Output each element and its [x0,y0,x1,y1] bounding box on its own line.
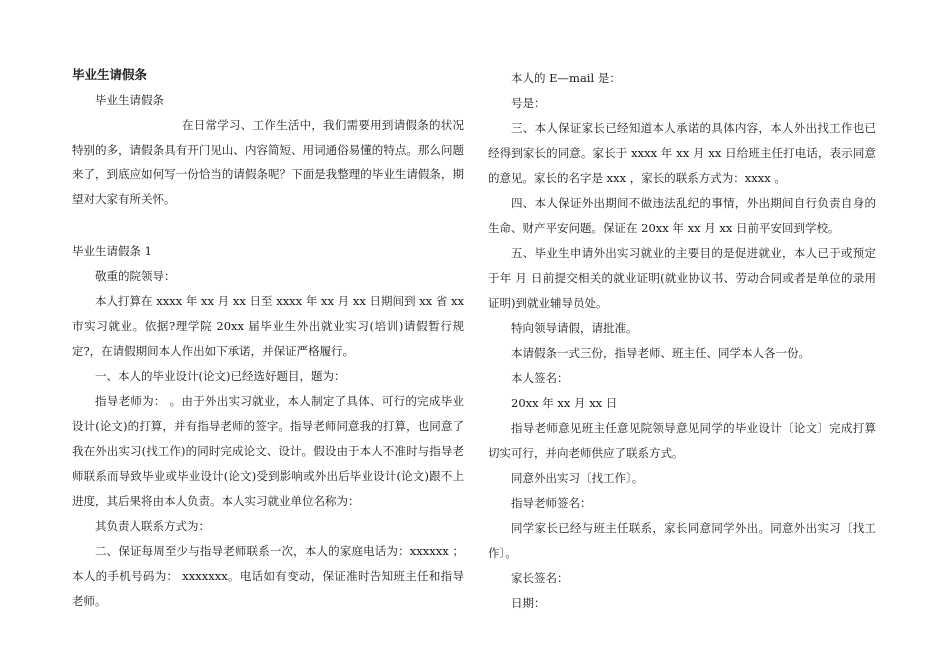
date-line: 20xx 年 xx 月 xx 日 [511,396,618,410]
paragraph: 二、保证每周至少与指导老师联系一次，本人的家庭电话为：xxxxxx ； 本人的手机号码为： xxxxxxx。电话如有变动，保证准时告知班主任和指导老师。 [72,544,464,608]
paragraph: 号是： [511,96,546,110]
signature-label: 家长签名： [511,571,569,585]
document-title: 毕业生请假条 [72,67,148,82]
salutation: 敬重的院领导： [95,269,176,283]
paragraph: 本人打算在 xxxx 年 xx 月 xx 日至 xxxx 年 xx 月 xx 日期间到 xx 省 xx 市实习就业。依据?理学院 20xx 届毕业生外出就业实习(培训)请假暂行规定?，在请假期间本人作出如下承诺，并保证严格履行。 [72,294,464,358]
paragraph: 指导老师为： 。由于外出实习就业，本人制定了具体、可行的完成毕业设计(论文)的打算，并有指导老师的签字。指导老师同意我的打算，也同意了我在外出实习(找工作)的同时完成论文、设计。假设由于本人不准时与指导老师联系而导致毕业或毕业设计(论文)受到影响或外出后毕业设计(论文)跟不上进度，其后果将由本人负责。本人实习就业单位名称为： [72,394,464,508]
paragraph: 特向领导请假，请批准。 [511,321,638,335]
section-heading: 毕业生请假条 1 [72,244,152,258]
signature-label: 指导老师签名： [511,496,592,510]
blank-line [72,211,464,239]
paragraph: 本人的 E—mail 是： [511,71,621,85]
paragraph: 同学家长已经与班主任联系，家长同意同学外出。同意外出实习〔找工作〕。 [488,521,876,560]
intro-paragraph: 在日常学习、工作生活中，我们需要用到请假条的状况特别的多，请假条具有开门见山、内容简短、用词通俗易懂的特点。那么问题来了，到底应如何写一份恰当的请假条呢？下面是我整理的毕业生请假条，期望对大家有所关怀。 [72,118,464,206]
signature-label: 本人签名： [511,371,569,385]
paragraph: 指导老师意见班主任意见院领导意见同学的毕业设计〔论文〕完成打算切实可行，并向老师供应了联系方式。 [488,421,876,460]
date-label: 日期： [511,596,546,610]
paragraph: 同意外出实习〔找工作〕。 [511,471,644,485]
paragraph: 一、本人的毕业设计(论文)已经选好题目，题为： [95,369,346,383]
paragraph: 本请假条一式三份，指导老师、班主任、同学本人各一份。 [511,346,810,360]
paragraph: 三、本人保证家长已经知道本人承诺的具体内容，本人外出找工作也已经得到家长的同意。家长于 xxxx 年 xx 月 xx 日给班主任打电话，表示同意的意见。家长的名字是 xxx ，家长的联系方式为：xxxx 。 [488,121,876,185]
subtitle: 毕业生请假条 [95,93,164,107]
paragraph: 五、毕业生申请外出实习就业的主要目的是促进就业，本人已于或预定于年 月 日前提交相关的就业证明(就业协议书、劳动合同或者是单位的录用证明)到就业辅导员处。 [488,246,876,310]
left-column [72,66,464,614]
right-column [488,66,876,616]
paragraph: 其负责人联系方式为： [95,519,210,533]
paragraph: 四、本人保证外出期间不做违法乱纪的事情，外出期间自行负责自身的生命、财产平安问题。保证在 20xx 年 xx 月 xx 日前平安回到学校。 [488,196,876,235]
